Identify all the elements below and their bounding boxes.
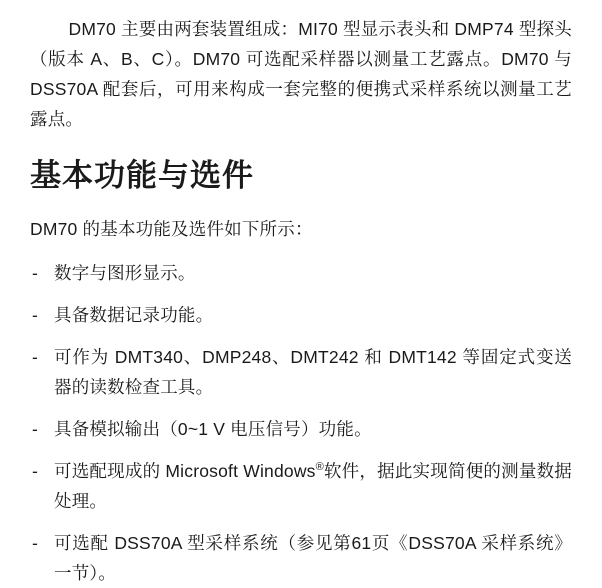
- list-item-label: 数字与图形显示。: [54, 263, 196, 283]
- bullet-marker: -: [32, 305, 39, 325]
- list-item-label: 具备数据记录功能。: [54, 305, 214, 325]
- bullet-marker: -: [32, 461, 39, 481]
- list-item: [30, 456, 572, 516]
- feature-list: [30, 258, 572, 588]
- intro-paragraph: DM70 主要由两套装置组成：MI70 型显示表头和 DMP74 型探头（版本 A、B、C）。DM70 可选配采样器以测量工艺露点。DM70 与 DSS70A 配套后，可用来构成一套完整的便携式采样系统以测量工艺露点。: [30, 19, 572, 129]
- list-item-label: 可选配 DSS70A 型采样系统（参见第61页《DSS70A 采样系统》一节）。: [54, 533, 572, 583]
- bullet-marker: -: [32, 533, 39, 553]
- bullet-marker: -: [32, 263, 39, 283]
- list-item-label-after: 软件，据此实现简便的测量数据处理。: [54, 461, 572, 511]
- list-item: [30, 342, 572, 402]
- list-item: [30, 528, 572, 588]
- registered-trademark-symbol: ®: [315, 461, 324, 474]
- list-item-label: 可作为 DMT340、DMP248、DMT242 和 DMT142 等固定式变送器的读数检查工具。: [54, 347, 572, 397]
- list-item: [30, 258, 572, 288]
- bullet-marker: -: [32, 347, 39, 367]
- bullet-marker: -: [32, 419, 39, 439]
- list-item-label-before: 可选配现成的 Microsoft Windows: [54, 461, 316, 481]
- list-item: [30, 414, 572, 444]
- section-title: 基本功能与选件: [30, 158, 254, 193]
- list-item: [30, 300, 572, 330]
- lead-in-text: DM70 的基本功能及选件如下所示：: [30, 219, 313, 239]
- list-item-label: 具备模拟输出（0~1 V 电压信号）功能。: [54, 419, 372, 439]
